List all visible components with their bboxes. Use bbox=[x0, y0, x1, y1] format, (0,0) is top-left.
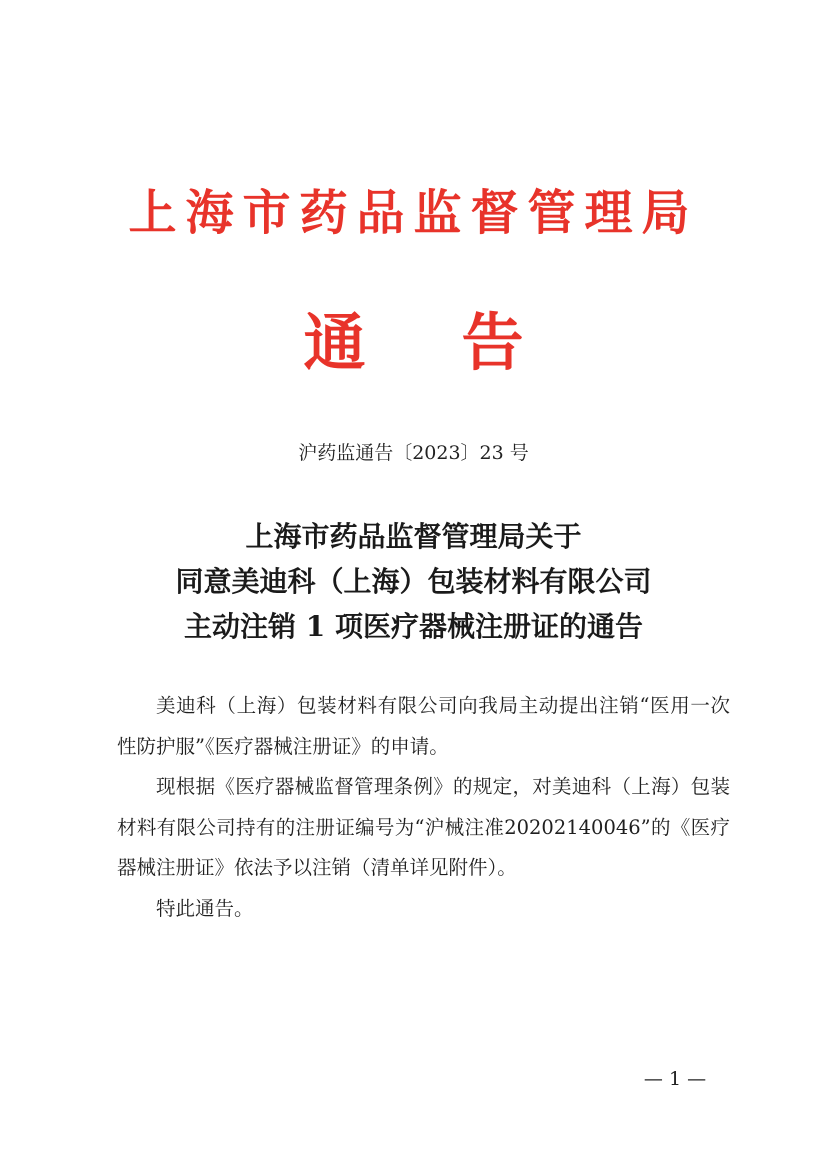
body-paragraph-3: 特此通告。 bbox=[156, 896, 254, 920]
document-type-title: 通告 bbox=[303, 306, 620, 379]
page-number: — 1 — bbox=[643, 1068, 707, 1090]
notice-headline bbox=[0, 514, 827, 649]
document-number: 沪药监通告〔2023〕23 号 bbox=[298, 442, 529, 464]
headline-line-1: 上海市药品监督管理局关于 bbox=[245, 520, 582, 553]
notice-body bbox=[117, 686, 730, 929]
headline-line-3: 主动注销 1 项医疗器械注册证的通告 bbox=[184, 610, 643, 643]
body-paragraph-1: 美迪科（上海）包装材料有限公司向我局主动提出注销“医用一次性防护服”《医疗器械注册证》的申请。 bbox=[117, 694, 730, 758]
headline-line-2: 同意美迪科（上海）包装材料有限公司 bbox=[175, 565, 652, 598]
body-paragraph-2: 现根据《医疗器械监督管理条例》的规定，对美迪科（上海）包装材料有限公司持有的注册证编号为“沪械注准20202140046”的《医疗器械注册证》依法予以注销（清单详见附件）。 bbox=[117, 775, 730, 879]
issuing-authority-title: 上海市药品监督管理局 bbox=[128, 185, 699, 241]
